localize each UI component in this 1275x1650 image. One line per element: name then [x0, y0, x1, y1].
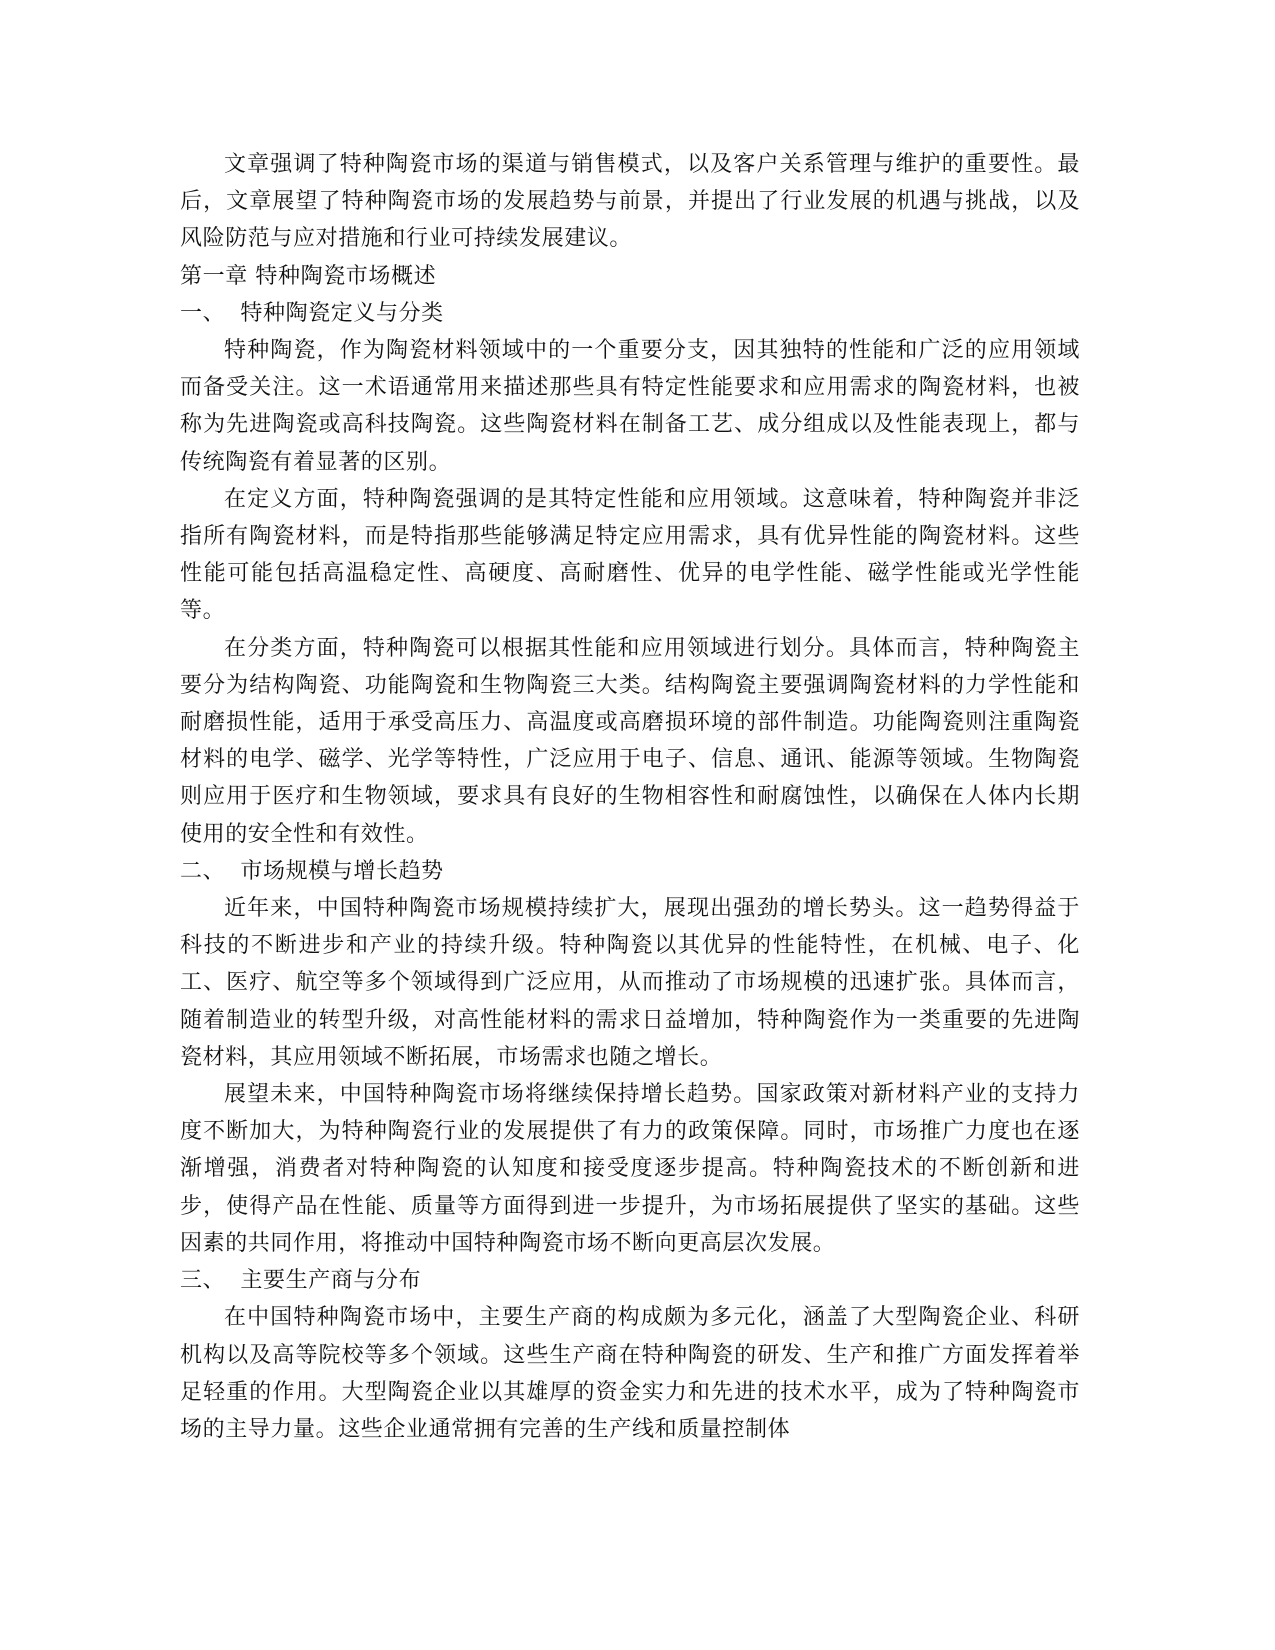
section-heading-definition: 一、 特种陶瓷定义与分类 [180, 300, 444, 326]
paragraph: 在分类方面，特种陶瓷可以根据其性能和应用领域进行划分。具体而言，特种陶瓷主要分为结构陶瓷、功能陶瓷和生物陶瓷三大类。结构陶瓷主要强调陶瓷材料的力学性能和耐磨损性能，适用于承受高压力、高温度或高磨损环境的部件制造。功能陶瓷则注重陶瓷材料的电学、磁学、光学等特性，广泛应用于电子、信息、通讯、能源等领域。生物陶瓷则应用于医疗和生物领域，要求具有良好的生物相容性和耐腐蚀性，以确保在人体内长期使用的安全性和有效性。 [180, 635, 1080, 847]
paragraph: 在定义方面，特种陶瓷强调的是其特定性能和应用领域。这意味着，特种陶瓷并非泛指所有陶瓷材料，而是特指那些能够满足特定应用需求，具有优异性能的陶瓷材料。这些性能可能包括高温稳定性、高硬度、高耐磨性、优异的电学性能、磁学性能或光学性能等。 [180, 486, 1080, 624]
paragraph: 近年来，中国特种陶瓷市场规模持续扩大，展现出强劲的增长势头。这一趋势得益于科技的不断进步和产业的持续升级。特种陶瓷以其优异的性能特性，在机械、电子、化工、医疗、航空等多个领域得到广泛应用，从而推动了市场规模的迅速扩张。具体而言，随着制造业的转型升级，对高性能材料的需求日益增加，特种陶瓷作为一类重要的先进陶瓷材料，其应用领域不断拓展，市场需求也随之增长。 [180, 896, 1080, 1070]
intro-paragraph: 文章强调了特种陶瓷市场的渠道与销售模式，以及客户关系管理与维护的重要性。最后，文章展望了特种陶瓷市场的发展趋势与前景，并提出了行业发展的机遇与挑战，以及风险防范与应对措施和行业可持续发展建议。 [180, 152, 1080, 252]
section-heading-producers: 三、 主要生产商与分布 [180, 1268, 422, 1294]
paragraph: 在中国特种陶瓷市场中，主要生产商的构成颇为多元化，涵盖了大型陶瓷企业、科研机构以及高等院校等多个领域。这些生产商在特种陶瓷的研发、生产和推广方面发挥着举足轻重的作用。大型陶瓷企业以其雄厚的资金实力和先进的技术水平，成为了特种陶瓷市场的主导力量。这些企业通常拥有完善的生产线和质量控制体 [180, 1305, 1080, 1442]
chapter-title: 第一章 特种陶瓷市场概述 [180, 263, 437, 289]
document-body [180, 146, 1080, 1448]
paragraph: 展望未来，中国特种陶瓷市场将继续保持增长趋势。国家政策对新材料产业的支持力度不断加大，为特种陶瓷行业的发展提供了有力的政策保障。同时，市场推广力度也在逐渐增强，消费者对特种陶瓷的认知度和接受度逐步提高。特种陶瓷技术的不断创新和进步，使得产品在性能、质量等方面得到进一步提升，为市场拓展提供了坚实的基础。这些因素的共同作用，将推动中国特种陶瓷市场不断向更高层次发展。 [180, 1082, 1080, 1256]
paragraph: 特种陶瓷，作为陶瓷材料领域中的一个重要分支，因其独特的性能和广泛的应用领域而备受关注。这一术语通常用来描述那些具有特定性能要求和应用需求的陶瓷材料，也被称为先进陶瓷或高科技陶瓷。这些陶瓷材料在制备工艺、成分组成以及性能表现上，都与传统陶瓷有着显著的区别。 [180, 338, 1080, 475]
section-heading-market-size: 二、 市场规模与增长趋势 [180, 858, 444, 884]
